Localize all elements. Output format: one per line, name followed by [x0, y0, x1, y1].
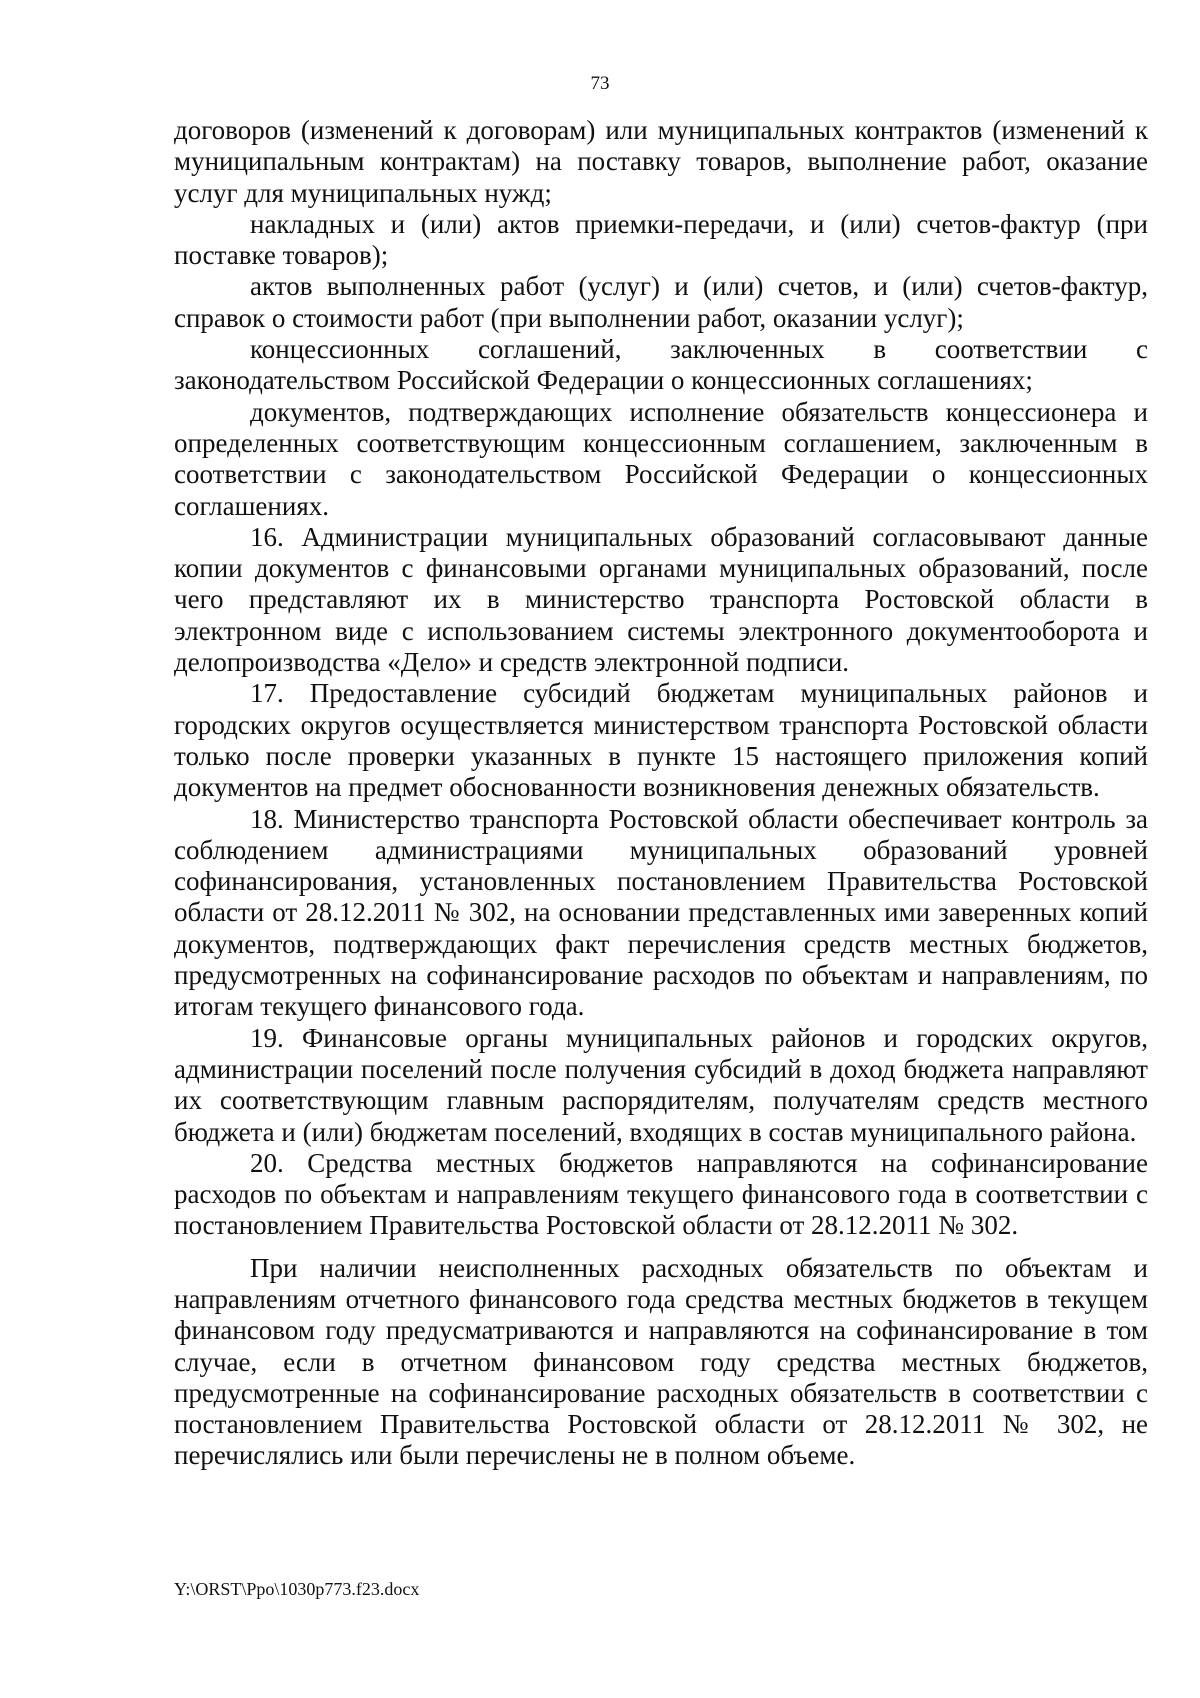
paragraph-invoices: накладных и (или) актов приемки-передачи, и (или) счетов-фактур (при поставке товаров);	[174, 208, 1148, 271]
paragraph-item-18: 18. Министерство транспорта Ростовской области обеспечивает контроль за соблюдением администрациями муниципальных образований уровней софинансирования, установленных постановлением Правительства Ростовской области от 28.12.2011 № 302, на основании представленных ими заверенных копий документов, подтверждающих факт перечисления средств местных бюджетов, предусмотренных на софинансирование расходов по объектам и направлениям, по итогам текущего финансового года.	[174, 803, 1148, 1022]
paragraph-contracts: договоров (изменений к договорам) или муниципальных контрактов (изменений к муниципальным контрактам) на поставку товаров, выполнение работ, оказание услуг для муниципальных нужд;	[174, 115, 1148, 208]
paragraph-item-16: 16. Администрации муниципальных образований согласовывают данные копии документов с финансовыми органами муниципальных образований, после чего представляют их в министерство транспорта Ростовской области в электронном виде с использованием системы электронного документооборота и делопроизводства «Дело» и средств электронной подписи.	[174, 521, 1148, 678]
footer-file-path: Y:\ORST\Ppo\1030p773.f23.docx	[174, 1579, 420, 1599]
paragraph-concession-agreements: концессионных соглашений, заключенных в соответствии с законодательством Российской Федерации о концессионных соглашениях;	[174, 334, 1148, 396]
paragraph-concession-documents: документов, подтверждающих исполнение обязательств концессионера и определенных соответствующим концессионным соглашением, заключенным в соответствии с законодательством Российской Федерации о концессионных соглашениях.	[174, 396, 1148, 521]
page-number: 73	[590, 73, 610, 94]
paragraph-item-20: 20. Средства местных бюджетов направляются на софинансирование расходов по объектам и направлениям текущего финансового года в соответствии с постановлением Правительства Ростовской области от 28.12.2011 № 302.	[174, 1147, 1148, 1241]
paragraph-acts: актов выполненных работ (услуг) и (или) счетов, и (или) счетов-фактур, справок о стоимости работ (при выполнении работ, оказании услуг);	[174, 271, 1148, 333]
paragraph-item-17: 17. Предоставление субсидий бюджетам муниципальных районов и городских округов осуществляется министерством транспорта Ростовской области только после проверки указанных в пункте 15 настоящего приложения копий документов на предмет обоснованности возникновения денежных обязательств.	[174, 678, 1148, 803]
paragraph-outstanding-obligations: При наличии неисполненных расходных обязательств по объектам и направлениям отчетного финансового года средства местных бюджетов в текущем финансовом году предусматриваются и направляются на софинансирование в том случае, если в отчетном финансовом году средства местных бюджетов, предусмотренные на софинансирование расходных обязательств в соответствии с постановлением Правительства Ростовской области от 28.12.2011 № 302, не перечислялись или были перечислены не в полном объеме.	[174, 1252, 1148, 1471]
paragraph-item-19: 19. Финансовые органы муниципальных районов и городских округов, администрации поселений после получения субсидий в доход бюджета направляют их соответствующим главным распорядителям, получателям средств местного бюджета и (или) бюджетам поселений, входящих в состав муниципального района.	[174, 1022, 1148, 1147]
document-body	[174, 115, 1148, 1472]
